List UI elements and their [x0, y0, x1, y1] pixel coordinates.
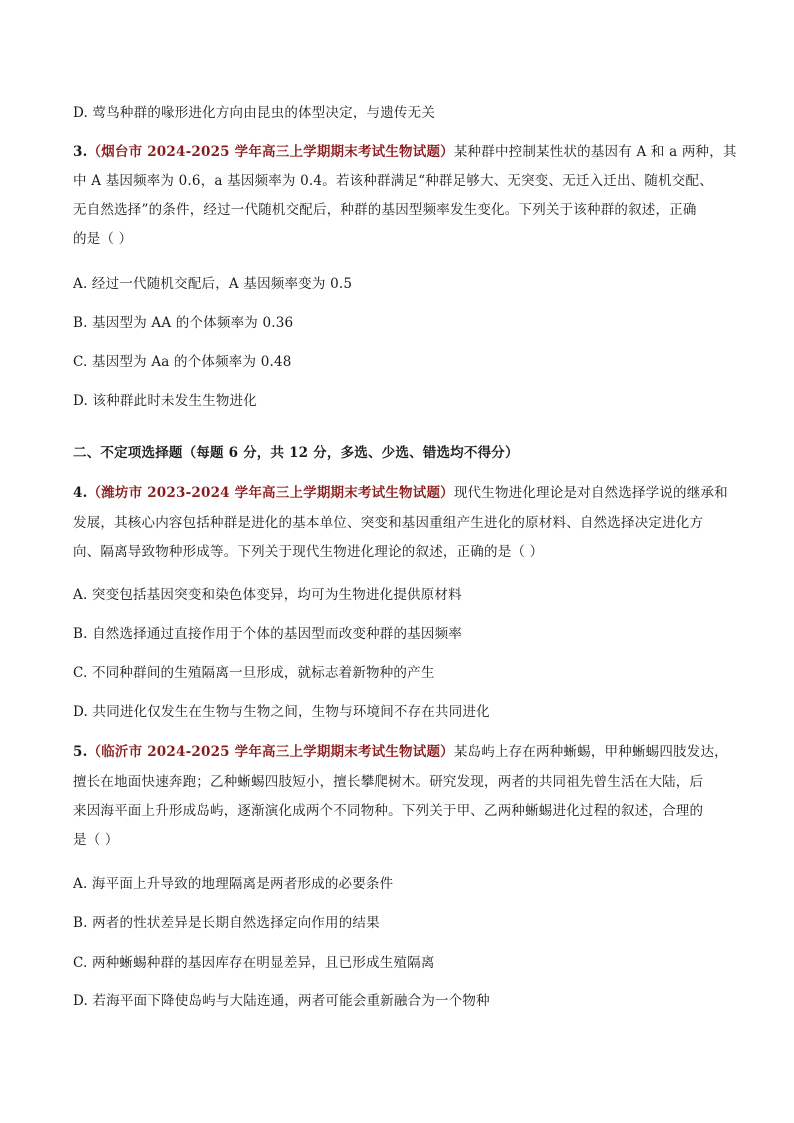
section-2-title: 二、不定项选择题（每题 6 分，共 12 分，多选、少选、错选均不得分）	[73, 445, 519, 461]
q3-option-b: B. 基因型为 AA 的个体频率为 0.36	[73, 315, 294, 331]
q2-option-d: D. 莺鸟种群的喙形进化方向由昆虫的体型决定，与遗传无关	[73, 105, 436, 121]
q3-option-c: C. 基因型为 Aa 的个体频率为 0.48	[73, 354, 292, 370]
q4-option-a: A. 突变包括基因突变和染色体变异，均可为生物进化提供原材料	[73, 587, 462, 603]
q4-option-c: C. 不同种群间的生殖隔离一旦形成，就标志着新物种的产生	[73, 665, 435, 681]
q4-source: （潍坊市 2023-2024 学年高三上学期期末考试生物试题）	[87, 485, 454, 501]
q5-source: （临沂市 2024-2025 学年高三上学期期末考试生物试题）	[87, 744, 454, 760]
q5-stem-line-4: 是（ ）	[73, 832, 119, 848]
q4-option-b: B. 自然选择通过直接作用于个体的基因型而改变种群的基因频率	[73, 626, 463, 642]
q4-stem-line-1	[73, 483, 734, 503]
q4-stem-line-3: 向、隔离导致物种形成等。下列关于现代生物进化理论的叙述，正确的是（ ）	[73, 544, 544, 560]
q5-stem-line-3: 来因海平面上升形成岛屿，逐渐演化成两个不同物种。下列关于甲、乙两种蜥蜴进化过程的叙述，合理的	[73, 803, 704, 819]
q4-stem-line-2: 发展，其核心内容包括种群是进化的基本单位、突变和基因重组产生进化的原材料、自然选择决定进化方	[73, 515, 704, 531]
q3-stem-line-4: 的是（ ）	[73, 231, 133, 247]
q5-number: 5.	[73, 744, 88, 760]
q3-stem-line-3: 无自然选择”的条件，经过一代随机交配后，种群的基因型频率发生变化。下列关于该种群的叙述，正确	[73, 202, 697, 218]
q5-option-b: B. 两者的性状差异是长期自然选择定向作用的结果	[73, 915, 380, 931]
q5-stem-line-1	[73, 742, 734, 762]
q5-stem-line-2: 擅长在地面快速奔跑；乙种蜥蜴四肢短小，擅长攀爬树木。研究发现，两者的共同祖先曾生活在大陆，后	[73, 774, 704, 790]
q3-source: （烟台市 2024-2025 学年高三上学期期末考试生物试题）	[87, 144, 454, 160]
q4-option-d: D. 共同进化仅发生在生物与生物之间，生物与环境间不存在共同进化	[73, 704, 490, 720]
q5-option-c: C. 两种蜥蜴种群的基因库存在明显差异，且已形成生殖隔离	[73, 955, 435, 971]
q3-stem-text-1: 某种群中控制某性状的基因有 A 和 a 两种，其	[453, 144, 737, 160]
q3-stem-line-1	[73, 142, 737, 162]
q5-stem-text-1: 某岛屿上存在两种蜥蜴，甲种蜥蜴四肢发达，	[453, 744, 728, 760]
q3-number: 3.	[73, 144, 88, 160]
q5-option-a: A. 海平面上升导致的地理隔离是两者形成的必要条件	[73, 876, 394, 892]
q3-option-a: A. 经过一代随机交配后，A 基因频率变为 0.5	[73, 276, 353, 292]
q4-number: 4.	[73, 485, 88, 501]
q3-stem-line-2: 中 A 基因频率为 0.6，a 基因频率为 0.4。若该种群满足“种群足够大、无突变、无迁入迁出、随机交配、	[73, 173, 713, 189]
q4-stem-text-1: 现代生物进化理论是对自然选择学说的继承和	[453, 485, 728, 501]
q5-option-d: D. 若海平面下降使岛屿与大陆连通，两者可能会重新融合为一个物种	[73, 993, 490, 1009]
q3-option-d: D. 该种群此时未发生生物进化	[73, 393, 257, 409]
